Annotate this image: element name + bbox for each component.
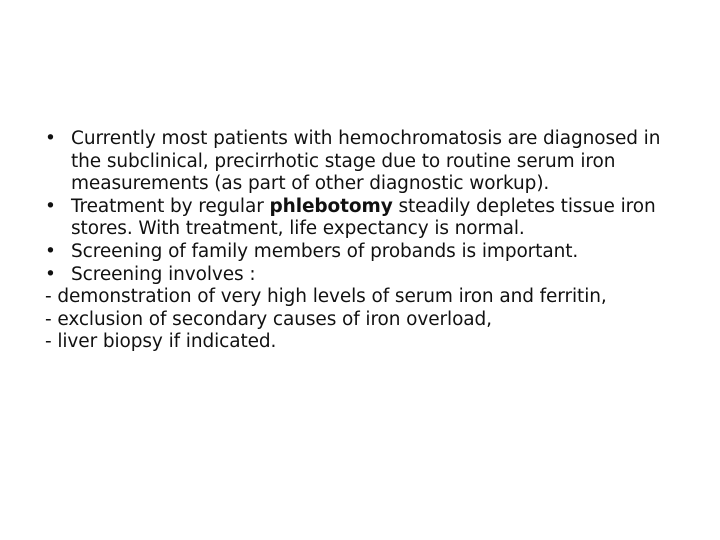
bullet-text-before: Treatment by regular: [71, 195, 270, 217]
bullet-text-bold: phlebotomy: [269, 195, 393, 217]
bullet-icon: •: [45, 195, 56, 217]
bullet-icon: •: [45, 128, 56, 149]
dash-line-exclusion: - exclusion of secondary causes of iron overload,: [45, 308, 492, 330]
bullet-text: Screening involves :: [71, 263, 256, 285]
bullet-text: Screening of family members of probands is important.: [71, 240, 579, 262]
dash-line-biopsy: - liver biopsy if indicated.: [45, 331, 277, 353]
bullet-item-diagnosis: [45, 128, 685, 196]
bullet-text: [71, 196, 685, 241]
bullet-item-screening-involves: [45, 264, 685, 287]
bullet-item-family-screening: [45, 241, 685, 264]
dash-line-demonstration: - demonstration of very high levels of serum iron and ferritin,: [45, 286, 607, 308]
bullet-icon: •: [45, 263, 56, 285]
bullet-text-after: steadily depletes tissue iron stores. With treatment, life expectancy is normal.: [71, 195, 656, 240]
bullet-icon: •: [45, 240, 56, 262]
bullet-text: Currently most patients with hemochromatosis are diagnosed in the subclinical, precirrhotic stage due to routine serum iron measurements (as part of other diagnostic workup).: [71, 128, 661, 195]
slide-body: [45, 128, 685, 354]
bullet-item-treatment: [45, 196, 685, 241]
